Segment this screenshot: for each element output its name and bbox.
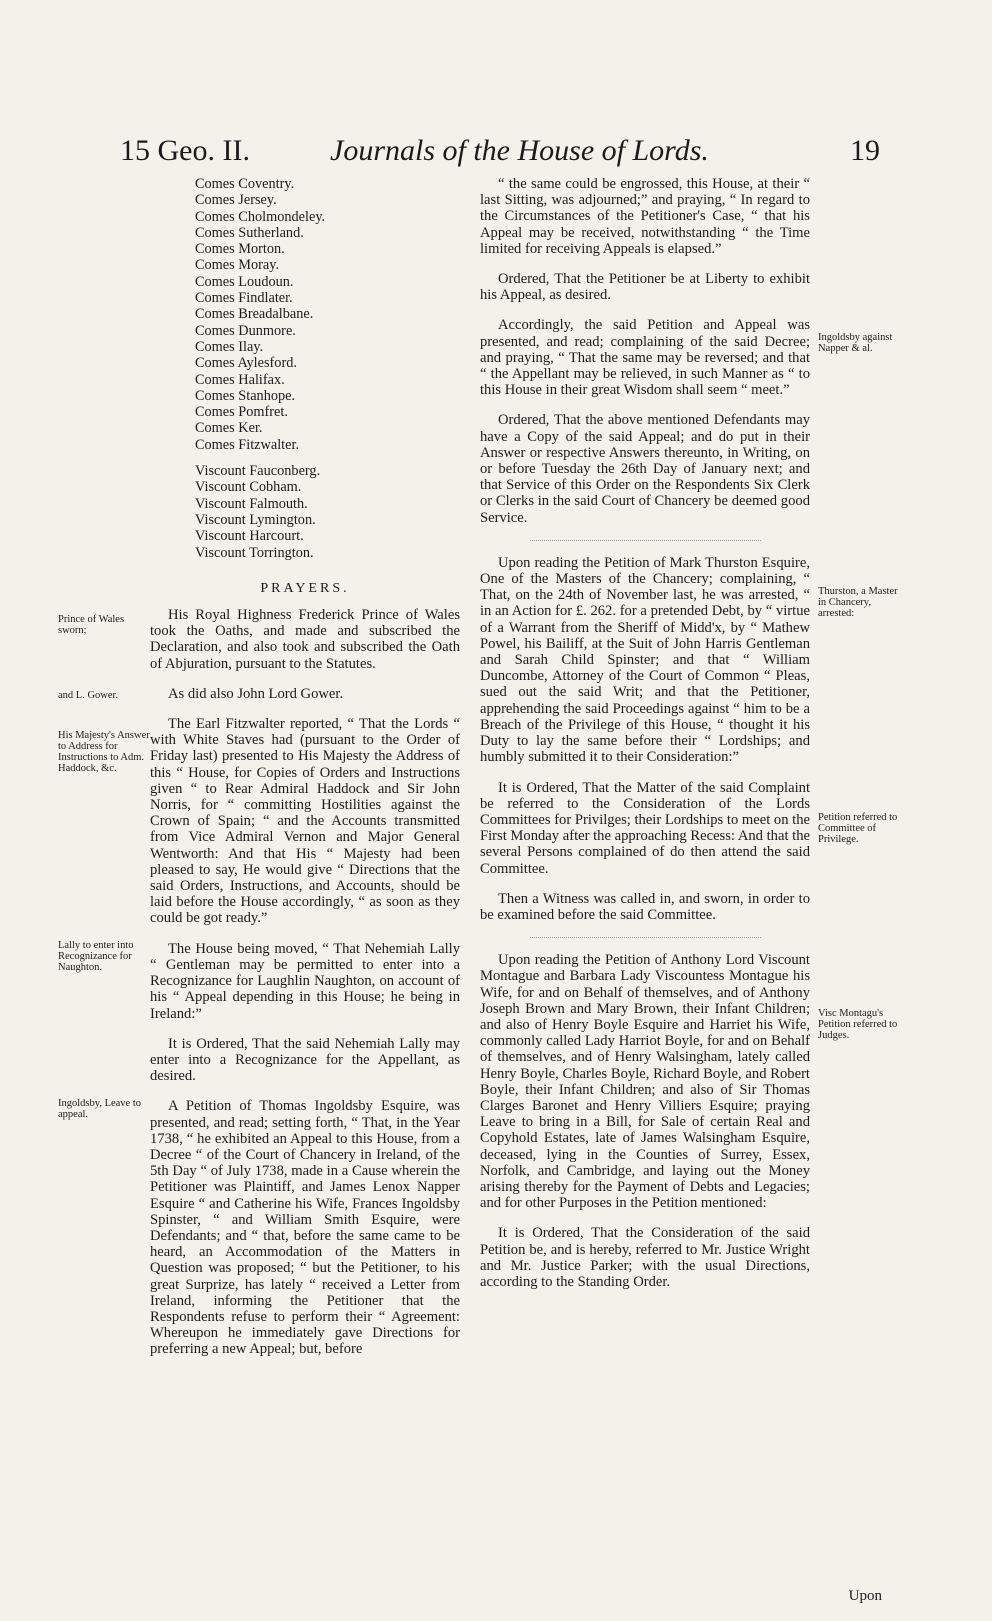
lord-name: Comes Stanhope. [195,387,296,404]
paragraph: A Petition of Thomas Ingoldsby Esquire, was presented, and read; setting forth, “ That, in the Year 1738, “ he exhibited an Appeal to this House, from a Decree “ of the Court of Chancery in Ireland, of the 5th Day “ of July 1738, made in a Cause wherein the Petitioner was Plaintiff, and James Lenox Napper Esquire “ and Catherine his Wife, Frances Ingoldsby Spinster, “ and William Smith Esquire, were Defendants; and “ that, before the same came to be heard, an Accommodation of the Matters in Question was proposed; “ but the Petitioner, to his great Surprize, has lately “ received a Letter from Ireland, informing the Petitioner that the Respondents refuse to perform their “ Agreement: Whereupon he immediately gave Directions for preferring a new Appeal; but, before [150,1098,460,1358]
lord-name: Viscount Fauconberg. [195,463,321,480]
lord-name: Comes Breadalbane. [195,306,314,323]
margin-note: Lally to enter into Recognizance for Naughton. [58,940,134,973]
margin-note: His Majesty's Answer to Address for Instructions to Adm. Haddock, &c. [58,730,150,774]
margin-note: and L. Gower. [58,690,119,701]
paragraph: Accordingly, the said Petition and Appeal was presented, and read; complaining of the said Decree; and praying, “ That the same may be reversed; and that “ the Appellant may be relieved, in such Manner as “ to this House in their great Wisdom shall seem “ meet.” [480,317,810,399]
right-column [480,176,810,1304]
lord-name: Comes Aylesford. [195,355,297,372]
lord-name: Comes Ker. [195,420,263,437]
lord-name: Comes Cholmondeley. [195,208,326,225]
lord-name: Viscount Falmouth. [195,495,308,512]
paragraph: It is Ordered, That the Matter of the said Complaint be referred to the Consideration of the Lords Committees for Privilges; their Lordships to meet on the First Monday after the approaching Recess: And that the several Persons complained of do then attend the said Committee. [480,779,810,877]
lord-name: Viscount Lymington. [195,511,316,528]
lord-name: Comes Sutherland. [195,224,304,241]
left-column [150,176,460,1372]
margin-note: Thurston, a Master in Chancery, arrested: [818,586,898,619]
margin-note: Ingoldsby against Napper & al. [818,332,893,354]
section-divider [530,937,761,938]
lord-name: Comes Halifax. [195,371,285,388]
paragraph: Upon reading the Petition of Anthony Lord Viscount Montague and Barbara Lady Viscountess Montague his Wife, for and on Behalf of themselves, and of Anthony Joseph Brown and Mary Brown, their Infant Children; and also of Henry Boyle Esquire and Harriet his Wife, commonly called Lady Harriot Boyle, for and on Behalf of themselves, and of Henry Walsingham, lately called Henry Boyle, Charles Boyle, Richard Boyle, and Robert Boyle, their Infant Children; and also of Sir Thomas Clarges Baronet and Henry Villiers Esquire; praying Leave to bring in a Bill, for Sale of certain Real and Copyhold Estates, late of James Walsingham Esquire, deceased, lying in the Counties of Surrey, Essex, Norfolk, and Cambridge, and laying out the Money arising thereby for the Payment of Debts and Legacies; and for other Purposes in the Petition mentioned: [480,952,810,1212]
page-header [0,134,992,174]
lord-name: Comes Pomfret. [195,404,288,421]
paragraph: As did also John Lord Gower. [168,685,344,702]
comites-list [195,176,460,453]
lord-name: Comes Jersey. [195,192,277,209]
lord-name: Comes Loudoun. [195,273,294,290]
paragraph: His Royal Highness Frederick Prince of Wales took the Oaths, and made and subscribed the Declaration, and also took and subscribed the Oath of Abjuration, pursuant to the Statutes. [150,607,460,672]
prayers-heading: PRAYERS. [260,580,350,596]
paragraph: The House being moved, “ That Nehemiah Lally “ Gentleman may be permitted to enter into a Recognizance for Laughlin Naughton, on account of his “ Appeal depending in this House; he being in Ireland:” [150,940,460,1022]
margin-note: Prince of Wales sworn; [58,614,125,636]
margin-note: Ingoldsby, Leave to appeal. [58,1098,142,1120]
lord-name: Comes Dunmore. [195,322,296,339]
paragraph: Then a Witness was called in, and sworn, in order to be examined before the said Committee. [480,890,810,923]
section-divider [530,540,761,541]
viscounts-list [195,463,460,561]
page-number: 19 [850,134,880,167]
lord-name: Comes Fitzwalter. [195,436,300,453]
paragraph: It is Ordered, That the Consideration of the said Petition be, and is hereby, referred to Mr. Justice Wright and Mr. Justice Parker; with the usual Directions, according to the Standing Order. [480,1225,810,1290]
lord-name: Comes Coventry. [195,176,295,192]
paragraph: Ordered, That the Petitioner be at Liberty to exhibit his Appeal, as desired. [480,271,810,304]
header-title: Journals of the House of Lords. [330,134,709,167]
lord-name: Viscount Cobham. [195,479,302,496]
paragraph: The Earl Fitzwalter reported, “ That the Lords “ with White Staves had (pursuant to the Order of Friday last) presented to His Majesty the Address of this “ House, for Copies of Orders and Instructions given “ to Rear Admiral Haddock and Sir John Norris, for “ committing Hostilities against the Crown of Spain; “ and the Accounts transmitted from Vice Admiral Vernon and Major General Wentworth: And that His “ Majesty had been pleased to say, He would give “ Directions that the said Orders, Instructions, and Accounts, should be laid before the House accordingly, “ as soon as they could be got ready.” [150,716,460,927]
lord-name: Comes Morton. [195,241,285,258]
lord-name: Comes Moray. [195,257,280,274]
header-regnal-year: 15 Geo. II. [120,134,250,167]
paragraph: It is Ordered, That the said Nehemiah Lally may enter into a Recognizance for the Appellant, as desired. [150,1035,460,1085]
margin-note: Visc Montagu's Petition referred to Judges. [818,1008,898,1041]
lord-name: Comes Findlater. [195,290,293,307]
paragraph: “ the same could be engrossed, this House, at their “ last Sitting, was adjourned;” and praying, “ In regard to the Circumstances of the Petitioner's Case, “ that his Appeal may be received, notwithstanding “ the Time limited for receiving Appeals is elapsed.” [480,176,810,257]
lord-name: Viscount Harcourt. [195,528,304,545]
catchword: Upon [848,1588,882,1604]
lord-name: Comes Ilay. [195,338,264,355]
margin-note: Petition referred to Committee of Privilege. [818,812,898,845]
lord-name: Viscount Torrington. [195,544,314,561]
paragraph: Ordered, That the above mentioned Defendants may have a Copy of the said Appeal; and do put in their Answer or respective Answers thereunto, in Writing, on or before Tuesday the 26th Day of January next; and that Service of this Order on the Respondents Six Clerk or Clerks in the said Court of Chancery be deemed good Service. [480,412,810,526]
paragraph: Upon reading the Petition of Mark Thurston Esquire, One of the Masters of the Chancery; complaining, “ That, on the 24th of November last, he was arrested, “ in an Action for £. 262. for a pretended Debt, by “ virtue of a Warrant from the Sheriff of Midd'x, by “ Mathew Powel, his Bailiff, at the Suit of John Harris Gentleman and Sarah Child Spinster; and that “ William Duncombe, Attorney of the Court of Common “ Pleas, sued out the said Writ; and that the Petitioner, apprehending the said Proceedings against “ him to be a Breach of the Privilege of this House, “ thought it his Duty to lay the same before their “ Lordships; and humbly submitted it to their Consideration:” [480,554,810,766]
